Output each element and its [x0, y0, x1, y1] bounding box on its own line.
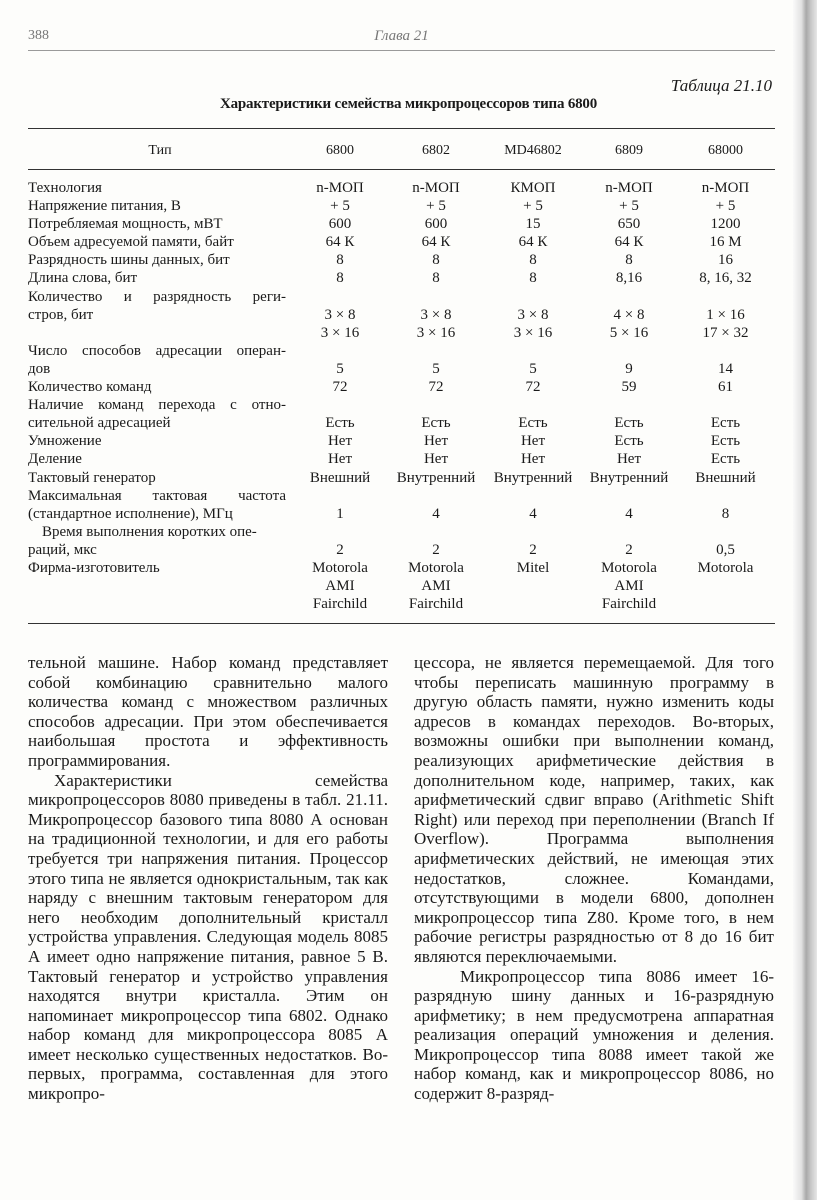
cell: 5	[529, 360, 537, 377]
table-row	[28, 342, 775, 360]
cell: Нет	[423, 433, 449, 450]
cell: 64 К	[614, 234, 644, 251]
row-label: сительной адресацией	[28, 415, 171, 432]
cell: 9	[625, 360, 633, 377]
cell: 8	[529, 252, 537, 269]
table-row	[28, 523, 775, 541]
cell: Внешний	[695, 469, 756, 486]
cell: 2	[432, 541, 440, 558]
table-header	[28, 143, 775, 163]
cell: Mitel	[516, 559, 550, 576]
page-number: 388	[28, 28, 49, 43]
cell: 600	[424, 216, 448, 233]
cell: Внутренний	[493, 469, 573, 486]
cell: 4	[625, 505, 633, 522]
table-row	[28, 450, 775, 468]
cell: n-МОП	[605, 180, 653, 196]
table-row	[28, 396, 775, 414]
cell: Motorola	[408, 559, 464, 576]
cell: 4	[529, 505, 537, 522]
cell: 5 × 16	[609, 324, 649, 341]
cell: 8	[432, 252, 440, 269]
cell: 8	[336, 270, 344, 287]
paragraph: Микропроцессор типа 8086 имеет 16-разрядную шину данных и 16-разрядную арифметику; в нем предусмотрена аппаратная реализация операций умножения и деления. Микропроцессор типа 8088 имеет такой же набор команд, как и микропроцессор 8086, но содержит 8-разряд-	[414, 966, 774, 1104]
cell: Нет	[616, 451, 642, 468]
header-col: 6809	[615, 143, 643, 158]
table-header-rule	[28, 169, 775, 170]
cell: AMI	[421, 578, 451, 595]
cell: Внешний	[309, 469, 371, 486]
cell: AMI	[325, 578, 355, 595]
cell: 64 К	[325, 234, 355, 251]
table-row	[28, 469, 775, 487]
table-row	[28, 487, 775, 505]
row-label-empty	[28, 595, 292, 613]
table-row	[28, 233, 775, 251]
row-label: (стандартное исполнение), МГц	[28, 505, 233, 522]
cell: 4 × 8	[613, 306, 645, 323]
cell: 600	[328, 216, 352, 233]
cell: + 5	[523, 198, 543, 215]
table-row	[28, 215, 775, 233]
cell: 5	[336, 360, 344, 377]
cell	[484, 577, 582, 595]
cell: + 5	[330, 198, 350, 215]
cell: AMI	[614, 578, 644, 595]
cell: + 5	[715, 198, 736, 215]
cell: Есть	[710, 433, 741, 450]
cell: Fairchild	[601, 596, 657, 613]
cell: 16	[718, 252, 733, 269]
table-row	[28, 269, 775, 287]
row-label: стров, бит	[28, 306, 94, 323]
row-label: Технология	[28, 180, 102, 196]
row-label: дов	[28, 360, 51, 377]
cell: Нет	[520, 433, 546, 450]
cell: 3 × 8	[324, 306, 356, 323]
cell: 2	[625, 541, 633, 558]
cell: 72	[428, 379, 444, 396]
row-label: Разрядность шины данных, бит	[28, 252, 230, 269]
cell: Нет	[327, 451, 353, 468]
cell: 3 × 8	[420, 306, 452, 323]
body-column-left	[28, 653, 388, 1104]
cell: Motorola	[601, 559, 657, 576]
header-col: 68000	[708, 143, 743, 158]
cell: n-МОП	[701, 180, 750, 196]
cell: 64 К	[518, 234, 548, 251]
cell: Fairchild	[408, 596, 464, 613]
cell: + 5	[619, 198, 639, 215]
table-row	[28, 414, 775, 432]
table-row	[28, 432, 775, 450]
cell: 3 × 8	[517, 306, 549, 323]
paragraph: тельной машине. Набор команд представляет собой комбинацию сравнительно малого количества команд с множеством различных способов адресации. При этом обеспечивается наибольшая простота и эффективность программирования.	[28, 653, 388, 770]
table-row	[28, 251, 775, 269]
cell: Внутренний	[396, 469, 476, 486]
cell: Есть	[421, 415, 451, 432]
cell: 8	[529, 270, 537, 287]
cell: 5	[432, 360, 440, 377]
row-label: Умножение	[28, 433, 102, 450]
header-col: 6800	[326, 143, 354, 158]
row-label: Количество команд	[28, 379, 152, 396]
cell: Нет	[423, 451, 449, 468]
header-type-label: Тип	[148, 143, 172, 158]
cell: 14	[718, 360, 733, 377]
table-body	[28, 179, 775, 613]
cell: 4	[432, 505, 440, 522]
cell: 2	[336, 541, 344, 558]
table-row	[28, 324, 775, 342]
row-label: Число способов адресации операн-	[28, 342, 286, 359]
table-row	[28, 288, 775, 306]
cell: 64 К	[421, 234, 451, 251]
cell: + 5	[426, 198, 446, 215]
cell: 8	[432, 270, 440, 287]
header-col: MD46802	[504, 143, 562, 158]
cell	[676, 595, 775, 613]
table-row	[28, 559, 775, 577]
cell: 3 × 16	[320, 324, 360, 341]
cell: КМОП	[510, 180, 556, 196]
cell: Motorola	[312, 559, 368, 576]
table-row	[28, 577, 775, 595]
table-row	[28, 360, 775, 378]
row-label: Длина слова, бит	[28, 270, 138, 287]
cell: 8	[625, 252, 633, 269]
cell: n-МОП	[412, 180, 460, 196]
cell: Motorola	[697, 559, 754, 576]
row-label: раций, мкс	[28, 541, 97, 558]
cell: 15	[525, 216, 541, 233]
table-bottom-rule	[28, 623, 775, 624]
cell: 72	[332, 379, 348, 396]
cell: 8,16	[615, 270, 643, 287]
cell: n-МОП	[316, 180, 364, 196]
cell: Есть	[614, 433, 644, 450]
body-column-right	[414, 653, 774, 1104]
table-row	[28, 541, 775, 559]
cell: 17 × 32	[702, 324, 749, 341]
cell: Есть	[710, 451, 741, 468]
header-col: 6802	[422, 143, 450, 158]
cell: Есть	[325, 415, 355, 432]
page-edge-shadow	[793, 0, 817, 1200]
cell: 16 М	[709, 234, 742, 251]
table-row	[28, 595, 775, 613]
cell: 8	[721, 505, 730, 522]
running-head	[28, 28, 775, 51]
row-label: Напряжение питания, В	[28, 198, 181, 215]
cell: Есть	[518, 415, 548, 432]
paragraph: цессора, не является перемещаемой. Для того чтобы переписать машинную программу в другую область памяти, нужно изменить коды адресов в командах переходов. Во-вторых, возможны ошибки при выполнении команд, реализующих арифметические действия в дополнительном коде, например, таких, как арифметический сдвиг вправо (Arithmetic Shift Right) или переход при переполнении (Branch If Overflow). Программа выполнения арифметических действий, не имеющая этих недостатков, сложнее. Командами, отсутствующими в модели 6800, дополнен микропроцессор типа Z80. Кроме того, в нем рабочие регистры разрядностью от 8 до 16 бит являются переключаемыми.	[414, 653, 774, 966]
table-row	[28, 505, 775, 523]
cell	[676, 577, 775, 595]
row-label: Деление	[28, 451, 82, 468]
row-label: Объем адресуемой памяти, байт	[28, 234, 234, 251]
table-top-rule	[28, 128, 775, 129]
cell: Нет	[520, 451, 546, 468]
cell: 72	[525, 379, 541, 396]
cell	[484, 595, 582, 613]
row-label: Фирма-изготовитель	[28, 559, 160, 576]
cell: 1200	[710, 216, 741, 233]
cell: 1	[336, 505, 344, 522]
cell: 59	[621, 379, 637, 396]
chapter-title: Глава 21	[374, 28, 429, 44]
table-row	[28, 378, 775, 396]
cell: 3 × 16	[416, 324, 456, 341]
row-label-empty	[28, 577, 292, 595]
cell: 2	[529, 541, 537, 558]
row-label: Наличие команд перехода с отно-	[28, 397, 286, 414]
cell: 8	[336, 252, 344, 269]
table-row	[28, 197, 775, 215]
paragraph: Характеристики семейства микропроцессоров 8080 приведены в табл. 21.11. Микропроцессор базового типа 8080 А основан на традиционной технологии, и для его работы требуется три напряжения питания. Процессор этого типа не является однокристальным, так как наряду с внешним тактовым генератором для него необходим дополнительный кристалл устройства управления. Следующая модель 8085 А имеет одно напряжение питания, равное 5 В. Тактовый генератор и устройство управления находятся внутри кристалла. Этим он напоминает микропроцессор типа 6802. Однако набор команд для микропроцессора 8085 А имеет несколько существенных недостатков. Во-первых, программа, составленная для этого микропро-	[28, 770, 388, 1104]
cell: 61	[718, 379, 733, 396]
table-row	[28, 306, 775, 324]
row-label: Количество и разрядность реги-	[28, 288, 286, 305]
cell: Нет	[327, 433, 353, 450]
cell: Есть	[710, 415, 741, 432]
cell: 650	[617, 216, 641, 233]
row-label: Тактовый генератор	[28, 469, 156, 486]
cell: 3 × 16	[513, 324, 553, 341]
table-label: Таблица 21.10	[670, 76, 772, 95]
row-label: Время выполнения коротких опе-	[42, 523, 257, 540]
row-label: Максимальная тактовая частота	[28, 487, 286, 504]
cell: Fairchild	[312, 596, 368, 613]
cell: 0,5	[716, 541, 735, 558]
cell: Есть	[614, 415, 644, 432]
cell: 1 × 16	[706, 306, 745, 323]
row-label: Потребляемая мощность, мВТ	[28, 216, 223, 233]
table-row	[28, 179, 775, 197]
cell: Внутренний	[589, 469, 669, 486]
cell: 8, 16, 32	[699, 270, 752, 287]
row-label-empty	[28, 324, 292, 342]
table-title: Характеристики семейства микропроцессоров типа 6800	[219, 96, 598, 112]
